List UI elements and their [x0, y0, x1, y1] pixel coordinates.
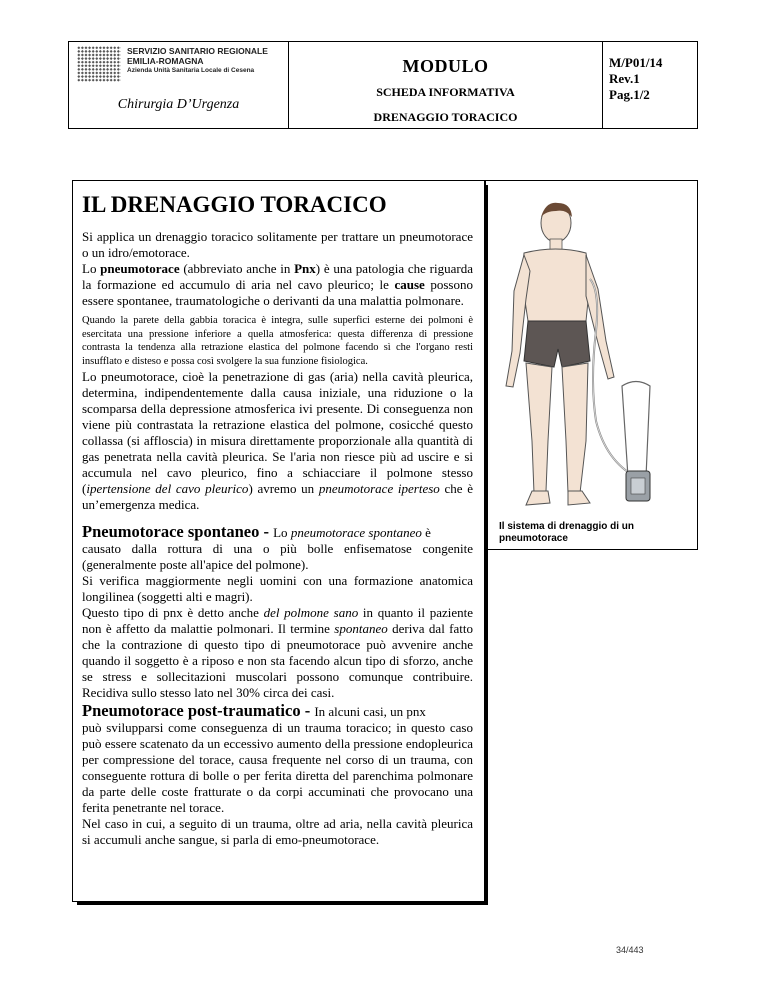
- logo-line-1: SERVIZIO SANITARIO REGIONALE: [127, 46, 268, 56]
- figure-shorts: [524, 321, 590, 367]
- section-spontaneous-lead: Pneumotorace spontaneo - Lo pneumotorace spontaneo è: [82, 521, 431, 541]
- section-spontaneous-heading: Pneumotorace spontaneo -: [82, 521, 274, 541]
- drainage-bottle-window: [631, 478, 645, 494]
- document-code: M/P01/14: [609, 55, 663, 70]
- header-module-cell: [289, 42, 603, 128]
- section-traumatic-text-2: Nel caso in cui, a seguito di un trauma, oltre ad aria, nella cavità pleurica si accumuli anche sangue, si parla di emo-pneumotorace.: [82, 815, 473, 847]
- figure-box: [485, 180, 698, 550]
- logo-line-3: Azienda Unità Sanitaria Locale di Cesena: [127, 67, 255, 74]
- page-counter: 34/443: [616, 945, 644, 955]
- section-traumatic-heading: Pneumotorace post-traumatico -: [82, 700, 315, 720]
- physiology-paragraph: Quando la parete della gabbia toracica è integra, sulle superfici esterne dei polmoni è esercitata una pressione inferiore a quella atmosferica: questa differenza di pressione contrasta la tendenza alla retrazione elastica del polmone facendo sì che l'organo resti insufflato e disteso e possa così svolgere la sua funzione fisiologica.: [82, 315, 473, 368]
- department-name: Chirurgia D’Urgenza: [117, 97, 240, 112]
- intro-paragraph: Si applica un drenaggio toracico solitamente per trattare un pneumotorace o un idro/emotorace.: [82, 229, 473, 260]
- section-traumatic-text-1: può svilupparsi come conseguenza di un trauma toracico; in questo caso può essere scatenato da un eccessivo aumento della pressione endopleurica per compressione del torace, causa frequente nel corso di un trauma, con conseguente rottura di bolle o per ferita diretta del parenchima polmonare da parte delle coste fratturate o da corpi accuminati che provocano una ferita penetrante nel torace.: [82, 719, 473, 815]
- module-subtitle: SCHEDA INFORMATIVA: [376, 85, 515, 99]
- section-traumatic-lead: Pneumotorace post-traumatico - In alcuni casi, un pnx: [82, 700, 426, 720]
- section-spontaneous-text-1: causato dalla rottura di una o più bolle enfisematose congenite (generalmente poste all'apice del polmone).: [82, 540, 473, 572]
- drainage-tube-inner: [590, 279, 636, 477]
- drainage-bottle-handle: [622, 382, 650, 478]
- figure-caption: Il sistema di drenaggio di un pneumotorace: [499, 521, 635, 544]
- logo-line-2: EMILIA-ROMAGNA: [127, 56, 204, 66]
- document-revision: Rev.1: [609, 71, 640, 86]
- figure-torso: [522, 249, 590, 321]
- header-code-cell: [603, 42, 697, 128]
- section-spontaneous-text-2: Si verifica maggiormente negli uomini con una formazione anatomica longilinea (soggetti alti e magri).: [82, 572, 473, 604]
- article-box: [72, 180, 485, 902]
- mechanism-paragraph: Lo pneumotorace, cioè la penetrazione di gas (aria) nella cavità pleurica, determina, indipendentemente dalla causa iniziale, una riduzione o la scomparsa della depressione atmosferica ivi presente. Di conseguenza non viene più contrastata la retrazione elastica del polmone, cosicché questo collassa (si affloscia) in misura direttamente proporzionale alla quantità di gas penetrata nella cavità pleurica. Se l'aria non riesce più ad uscire e si accumula nel cavo pleurico, fino a schiacciare il polmone stesso (ipertensione del cavo pleurico) avremo un pneumotorace iperteso che è un’emergenza medica.: [82, 368, 473, 512]
- figure-left-leg: [526, 363, 552, 493]
- definition-paragraph: Lo pneumotorace (abbreviato anche in Pnx) è una patologia che riguarda la formazione ed accumulo di aria nel cavo pleurico; le cause possono essere spontanee, traumatologiche o derivanti da una malattia polmonare.: [82, 261, 473, 308]
- logo-dot-pattern: [77, 46, 121, 82]
- module-topic: DRENAGGIO TORACICO: [373, 110, 518, 124]
- module-title: MODULO: [402, 56, 489, 76]
- article-content: [82, 191, 473, 848]
- article-title: IL DRENAGGIO TORACICO: [82, 192, 387, 217]
- figure-left-foot: [526, 491, 550, 505]
- section-spontaneous-text-3: Questo tipo di pnx è detto anche del polmone sano in quanto il paziente non è affetto da malattie polmonari. Il termine spontaneo deriva dal fatto che la contrazione di questo tipo di pneumotorace può avvenire anche quando il soggetto è a riposo e non sta facendo alcun tipo di sforzo, anche se stress e sollecitazioni muscolari possono comunque contribuire. Recidiva sullo stesso lato nel 30% circa dei casi.: [82, 604, 473, 700]
- header-logo-cell: [69, 42, 289, 128]
- figure-right-leg: [562, 363, 588, 493]
- drainage-illustration: [486, 181, 699, 521]
- document-header: [68, 41, 698, 129]
- figure-right-foot: [568, 491, 590, 505]
- ausl-logo: [77, 46, 268, 82]
- logo-text: [127, 46, 268, 76]
- document-page: Pag.1/2: [609, 87, 650, 102]
